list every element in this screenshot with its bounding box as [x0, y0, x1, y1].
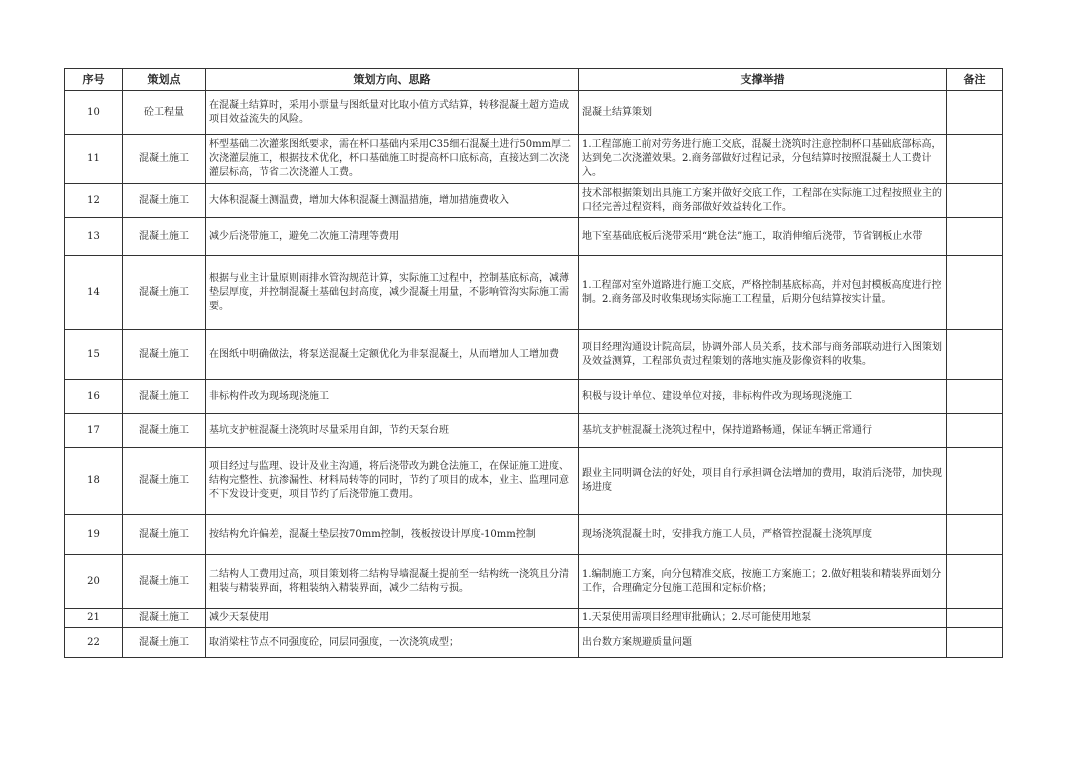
cell-point: 混凝土施工	[123, 330, 206, 380]
table-row	[65, 628, 1003, 658]
cell-direction: 二结构人工费用过高，项目策划将二结构导墙混凝土提前至一结构统一浇筑且分清粗装与精装界面，将粗装纳入精装界面，减少二结构亏损。	[206, 555, 579, 609]
table-row	[65, 256, 1003, 330]
table-row	[65, 218, 1003, 256]
cell-point: 混凝土施工	[123, 135, 206, 184]
cell-measures: 出台数方案规避质量问题	[579, 628, 947, 658]
table-row	[65, 555, 1003, 609]
plan-table	[64, 68, 1003, 658]
cell-remark	[947, 628, 1003, 658]
cell-direction: 在混凝土结算时，采用小票量与图纸量对比取小值方式结算，转移混凝土超方造成项目效益流失的风险。	[206, 91, 579, 135]
cell-no: 20	[65, 555, 123, 609]
header-measures: 支撑举措	[579, 69, 947, 91]
cell-measures: 现场浇筑混凝土时，安排我方施工人员，严格管控混凝土浇筑厚度	[579, 515, 947, 555]
cell-point: 混凝土施工	[123, 448, 206, 515]
cell-remark	[947, 380, 1003, 414]
cell-point: 混凝土施工	[123, 184, 206, 218]
cell-direction: 基坑支护桩混凝土浇筑时尽量采用自卸，节约天泵台班	[206, 414, 579, 448]
cell-remark	[947, 414, 1003, 448]
cell-remark	[947, 330, 1003, 380]
header-point: 策划点	[123, 69, 206, 91]
cell-direction: 按结构允许偏差，混凝土垫层按70mm控制，筏板按设计厚度-10mm控制	[206, 515, 579, 555]
cell-no: 18	[65, 448, 123, 515]
cell-no: 16	[65, 380, 123, 414]
cell-direction: 减少后浇带施工，避免二次施工清理等费用	[206, 218, 579, 256]
cell-remark	[947, 135, 1003, 184]
cell-direction: 根据与业主计量原则雨排水管沟规范计算，实际施工过程中，控制基底标高，减薄垫层厚度，并控制混凝土基础包封高度，减少混凝土用量，不影响管沟实际施工需要。	[206, 256, 579, 330]
table-row	[65, 609, 1003, 628]
cell-remark	[947, 609, 1003, 628]
cell-no: 21	[65, 609, 123, 628]
table-row	[65, 330, 1003, 380]
header-row	[65, 69, 1003, 91]
cell-no: 22	[65, 628, 123, 658]
cell-remark	[947, 218, 1003, 256]
table-row	[65, 135, 1003, 184]
cell-measures: 地下室基础底板后浇带采用“跳仓法”施工，取消伸缩后浇带，节省钢板止水带	[579, 218, 947, 256]
table-row	[65, 515, 1003, 555]
cell-measures: 1.工程部施工前对劳务进行施工交底，混凝土浇筑时注意控制杯口基础底部标高，达到免二次浇灌效果。2.商务部做好过程记录，分包结算时按照混凝土人工费计入。	[579, 135, 947, 184]
cell-point: 混凝土施工	[123, 628, 206, 658]
cell-measures: 1.天泵使用需项目经理审批确认；2.尽可能使用地泵	[579, 609, 947, 628]
cell-no: 15	[65, 330, 123, 380]
cell-point: 混凝土施工	[123, 414, 206, 448]
cell-remark	[947, 515, 1003, 555]
cell-no: 19	[65, 515, 123, 555]
header-remark: 备注	[947, 69, 1003, 91]
cell-direction: 杯型基础二次灌浆图纸要求，需在杯口基础内采用C35细石混凝土进行50mm厚二次浇灌层施工，根据技术优化，杯口基础施工时提高杯口底标高，直接达到二次浇灌层标高，节省二次浇灌人工费。	[206, 135, 579, 184]
cell-remark	[947, 256, 1003, 330]
cell-direction: 大体积混凝土测温费，增加大体积混凝土测温措施，增加措施费收入	[206, 184, 579, 218]
cell-no: 12	[65, 184, 123, 218]
table-row	[65, 448, 1003, 515]
cell-no: 11	[65, 135, 123, 184]
header-direction: 策划方向、思路	[206, 69, 579, 91]
cell-point: 混凝土施工	[123, 256, 206, 330]
table-row	[65, 184, 1003, 218]
cell-measures: 积极与设计单位、建设单位对接，非标构件改为现场现浇施工	[579, 380, 947, 414]
cell-no: 10	[65, 91, 123, 135]
table-row	[65, 91, 1003, 135]
cell-measures: 混凝土结算策划	[579, 91, 947, 135]
cell-point: 混凝土施工	[123, 609, 206, 628]
cell-no: 13	[65, 218, 123, 256]
cell-measures: 项目经理沟通设计院高层，协调外部人员关系，技术部与商务部联动进行入图策划及效益测算，工程部负责过程策划的落地实施及影像资料的收集。	[579, 330, 947, 380]
cell-remark	[947, 555, 1003, 609]
cell-direction: 减少天泵使用	[206, 609, 579, 628]
cell-point: 混凝土施工	[123, 515, 206, 555]
cell-remark	[947, 91, 1003, 135]
cell-no: 17	[65, 414, 123, 448]
header-no: 序号	[65, 69, 123, 91]
cell-measures: 1.编制施工方案，向分包精准交底，按施工方案施工；2.做好粗装和精装界面划分工作，合理确定分包施工范围和定标价格；	[579, 555, 947, 609]
table-row	[65, 414, 1003, 448]
cell-direction: 项目经过与监理、设计及业主沟通，将后浇带改为跳仓法施工，在保证施工进度、结构完整性、抗渗漏性、材料局转等的同时，节约了项目的成本，业主、监理同意不下发设计变更，项目节约了后浇带施工费用。	[206, 448, 579, 515]
cell-point: 混凝土施工	[123, 218, 206, 256]
cell-measures: 跟业主同明调仓法的好处，项目自行承担调仓法增加的费用，取消后浇带，加快现场进度	[579, 448, 947, 515]
table-row	[65, 380, 1003, 414]
cell-measures: 1.工程部对室外道路进行施工交底，严格控制基底标高，并对包封模板高度进行控制。2.商务部及时收集现场实际施工工程量，后期分包结算按实计量。	[579, 256, 947, 330]
cell-no: 14	[65, 256, 123, 330]
cell-measures: 技术部根据策划出具施工方案并做好交底工作，工程部在实际施工过程按照业主的口径完善过程资料，商务部做好效益转化工作。	[579, 184, 947, 218]
cell-direction: 取消梁柱节点不同强度砼，同层同强度，一次浇筑成型；	[206, 628, 579, 658]
cell-direction: 非标构件改为现场现浇施工	[206, 380, 579, 414]
cell-direction: 在图纸中明确做法，将泵送混凝土定额优化为非泵混凝土，从而增加人工增加费	[206, 330, 579, 380]
cell-point: 砼工程量	[123, 91, 206, 135]
cell-point: 混凝土施工	[123, 555, 206, 609]
cell-measures: 基坑支护桩混凝土浇筑过程中，保持道路畅通，保证车辆正常通行	[579, 414, 947, 448]
cell-remark	[947, 448, 1003, 515]
cell-remark	[947, 184, 1003, 218]
plan-table-sheet	[64, 68, 1002, 658]
cell-point: 混凝土施工	[123, 380, 206, 414]
